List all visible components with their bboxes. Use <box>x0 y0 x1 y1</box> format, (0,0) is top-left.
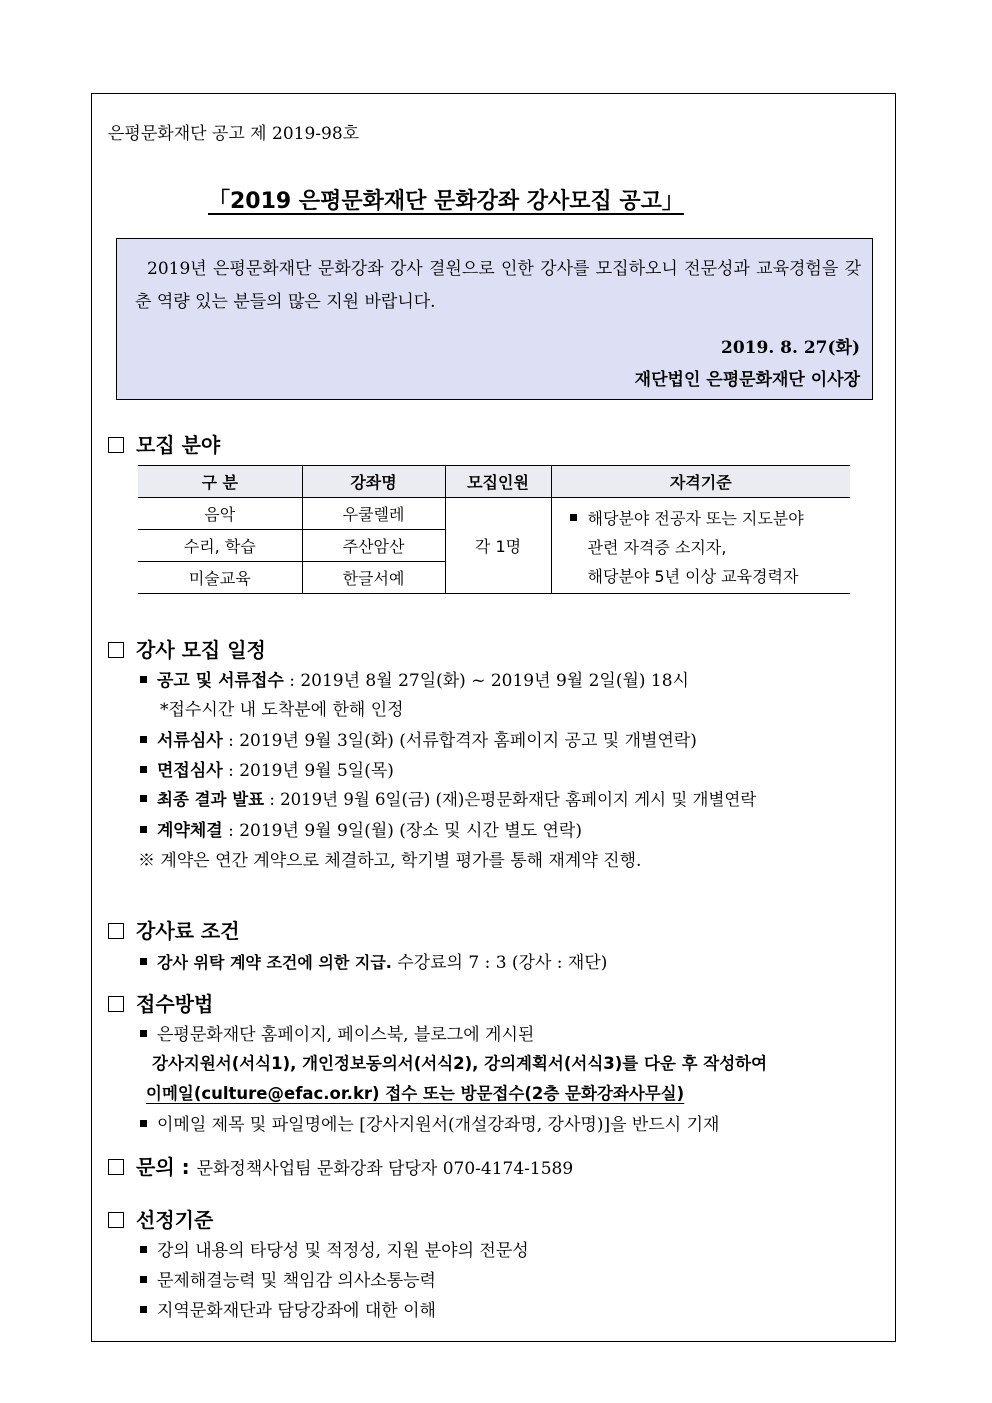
square-bullet-icon <box>140 1276 147 1283</box>
cell-headcount: 각 1명 <box>445 498 551 594</box>
header-category: 구 분 <box>138 466 302 498</box>
section-title: 모집 분야 <box>136 433 221 457</box>
cell-course: 한글서예 <box>302 562 445 594</box>
apply-forms-line: 강사지원서(서식1), 개인정보동의서(서식2), 강의계획서(서식3)를 다운 후 작성하여 <box>152 1054 768 1073</box>
apply-item <box>140 1020 534 1045</box>
recruit-table <box>138 465 850 594</box>
schedule-text: : 2019년 9월 9일(월) (장소 및 시간 별도 연락) <box>222 821 582 841</box>
checkbox-square-icon <box>108 1212 124 1228</box>
apply-text: 이메일 제목 및 파일명에는 [강사지원서(개설강좌명, 강사명)]을 반드시 기재 <box>157 1115 720 1135</box>
schedule-text: : 2019년 9월 6일(금) (재)은평문화재단 홈페이지 게시 및 개별연락 <box>264 790 757 809</box>
section-schedule <box>108 634 266 663</box>
section-title: 강사료 조건 <box>136 919 240 943</box>
intro-text: 2019년 은평문화재단 문화강좌 강사 결원으로 인한 강사를 모집하오니 전문성과 교육경험을 갖춘 역량 있는 분들의 많은 지원 바랍니다. <box>135 259 861 312</box>
apply-email-line: 이메일(culture@efac.or.kr) 접수 또는 방문접수(2층 문화강좌사무실) <box>146 1084 685 1103</box>
schedule-item <box>140 726 697 751</box>
criteria-text: 문제해결능력 및 책임감 의사소통능력 <box>157 1271 436 1291</box>
cell-category: 수리, 학습 <box>138 530 302 562</box>
apply-text: 은평문화재단 홈페이지, 페이스북, 블로그에 게시된 <box>157 1025 535 1045</box>
fee-item <box>140 948 607 973</box>
cell-qualification <box>551 498 850 594</box>
header-course: 강좌명 <box>302 466 445 498</box>
section-recruit-field <box>108 429 220 458</box>
section-title: 선정기준 <box>136 1208 214 1232</box>
section-title: 강사 모집 일정 <box>136 638 266 662</box>
square-bullet-icon <box>140 736 147 743</box>
square-bullet-icon <box>570 514 577 521</box>
checkbox-square-icon <box>108 1159 124 1175</box>
checkbox-square-icon <box>108 923 124 939</box>
section-fee <box>108 915 240 944</box>
square-bullet-icon <box>140 1306 147 1313</box>
table-row <box>138 498 850 530</box>
schedule-note: *접수시간 내 도착분에 한해 인정 <box>160 700 404 720</box>
square-bullet-icon <box>140 1120 147 1127</box>
table-header-row <box>138 466 850 498</box>
square-bullet-icon <box>140 766 147 773</box>
checkbox-square-icon <box>108 437 124 453</box>
criteria-text: 지역문화재단과 담당강좌에 대한 이해 <box>157 1301 436 1321</box>
schedule-label: 최종 결과 발표 <box>157 790 265 809</box>
cell-course: 우쿨렐레 <box>302 498 445 530</box>
checkbox-square-icon <box>108 996 124 1012</box>
schedule-item <box>140 666 689 691</box>
section-inquiry <box>108 1151 573 1180</box>
square-bullet-icon <box>140 676 147 683</box>
checkbox-square-icon <box>108 642 124 658</box>
square-bullet-icon <box>140 795 147 802</box>
square-bullet-icon <box>140 958 147 965</box>
header-headcount: 모집인원 <box>445 466 551 498</box>
square-bullet-icon <box>140 826 147 833</box>
square-bullet-icon <box>140 1030 147 1037</box>
schedule-text: : 2019년 8월 27일(화) ~ 2019년 9월 2일(월) 18시 <box>283 671 689 691</box>
criteria-item <box>140 1236 529 1261</box>
fee-bold: 강사 위탁 계약 조건에 의한 지급. <box>157 953 392 972</box>
header-qualification: 자격기준 <box>551 466 850 498</box>
section-title: 접수방법 <box>136 992 214 1016</box>
qualification-line: 해당분야 전공자 또는 지도분야 <box>587 509 804 528</box>
contract-note: ※ 계약은 연간 계약으로 체결하고, 학기별 평가를 통해 재계약 진행. <box>138 851 642 871</box>
notice-number: 은평문화재단 공고 제 2019-98호 <box>108 124 360 144</box>
square-bullet-icon <box>140 1246 147 1253</box>
intro-box <box>116 238 873 400</box>
schedule-item <box>140 756 394 781</box>
schedule-label: 계약체결 <box>157 821 223 841</box>
schedule-item <box>140 786 756 810</box>
schedule-label: 공고 및 서류접수 <box>157 671 284 691</box>
intro-org: 재단법인 은평문화재단 이사장 <box>634 370 860 390</box>
section-title: 문의 : <box>136 1155 190 1179</box>
schedule-item <box>140 816 582 841</box>
criteria-text: 강의 내용의 타당성 및 적정성, 지원 분야의 전문성 <box>157 1241 529 1261</box>
criteria-item <box>140 1296 436 1321</box>
fee-text: 수강료의 7 : 3 (강사 : 재단) <box>391 953 608 973</box>
schedule-label: 면접심사 <box>157 761 223 781</box>
qualification-line: 관련 자격증 소지자, <box>587 538 727 557</box>
apply-item <box>140 1110 719 1135</box>
criteria-item <box>140 1266 436 1291</box>
qualification-line: 해당분야 5년 이상 교육경력자 <box>587 567 799 586</box>
page-title: 「2019 은평문화재단 문화강좌 강사모집 공고」 <box>208 189 684 214</box>
inquiry-text: 문화정책사업팀 문화강좌 담당자 070-4174-1589 <box>196 1159 574 1179</box>
section-apply <box>108 988 213 1017</box>
schedule-text: : 2019년 9월 3일(화) (서류합격자 홈페이지 공고 및 개별연락) <box>222 731 697 751</box>
section-criteria <box>108 1204 213 1233</box>
cell-category: 미술교육 <box>138 562 302 594</box>
intro-date: 2019. 8. 27(화) <box>721 338 860 358</box>
cell-course: 주산암산 <box>302 530 445 562</box>
schedule-label: 서류심사 <box>157 731 223 751</box>
schedule-text: : 2019년 9월 5일(목) <box>222 761 394 781</box>
cell-category: 음악 <box>138 498 302 530</box>
